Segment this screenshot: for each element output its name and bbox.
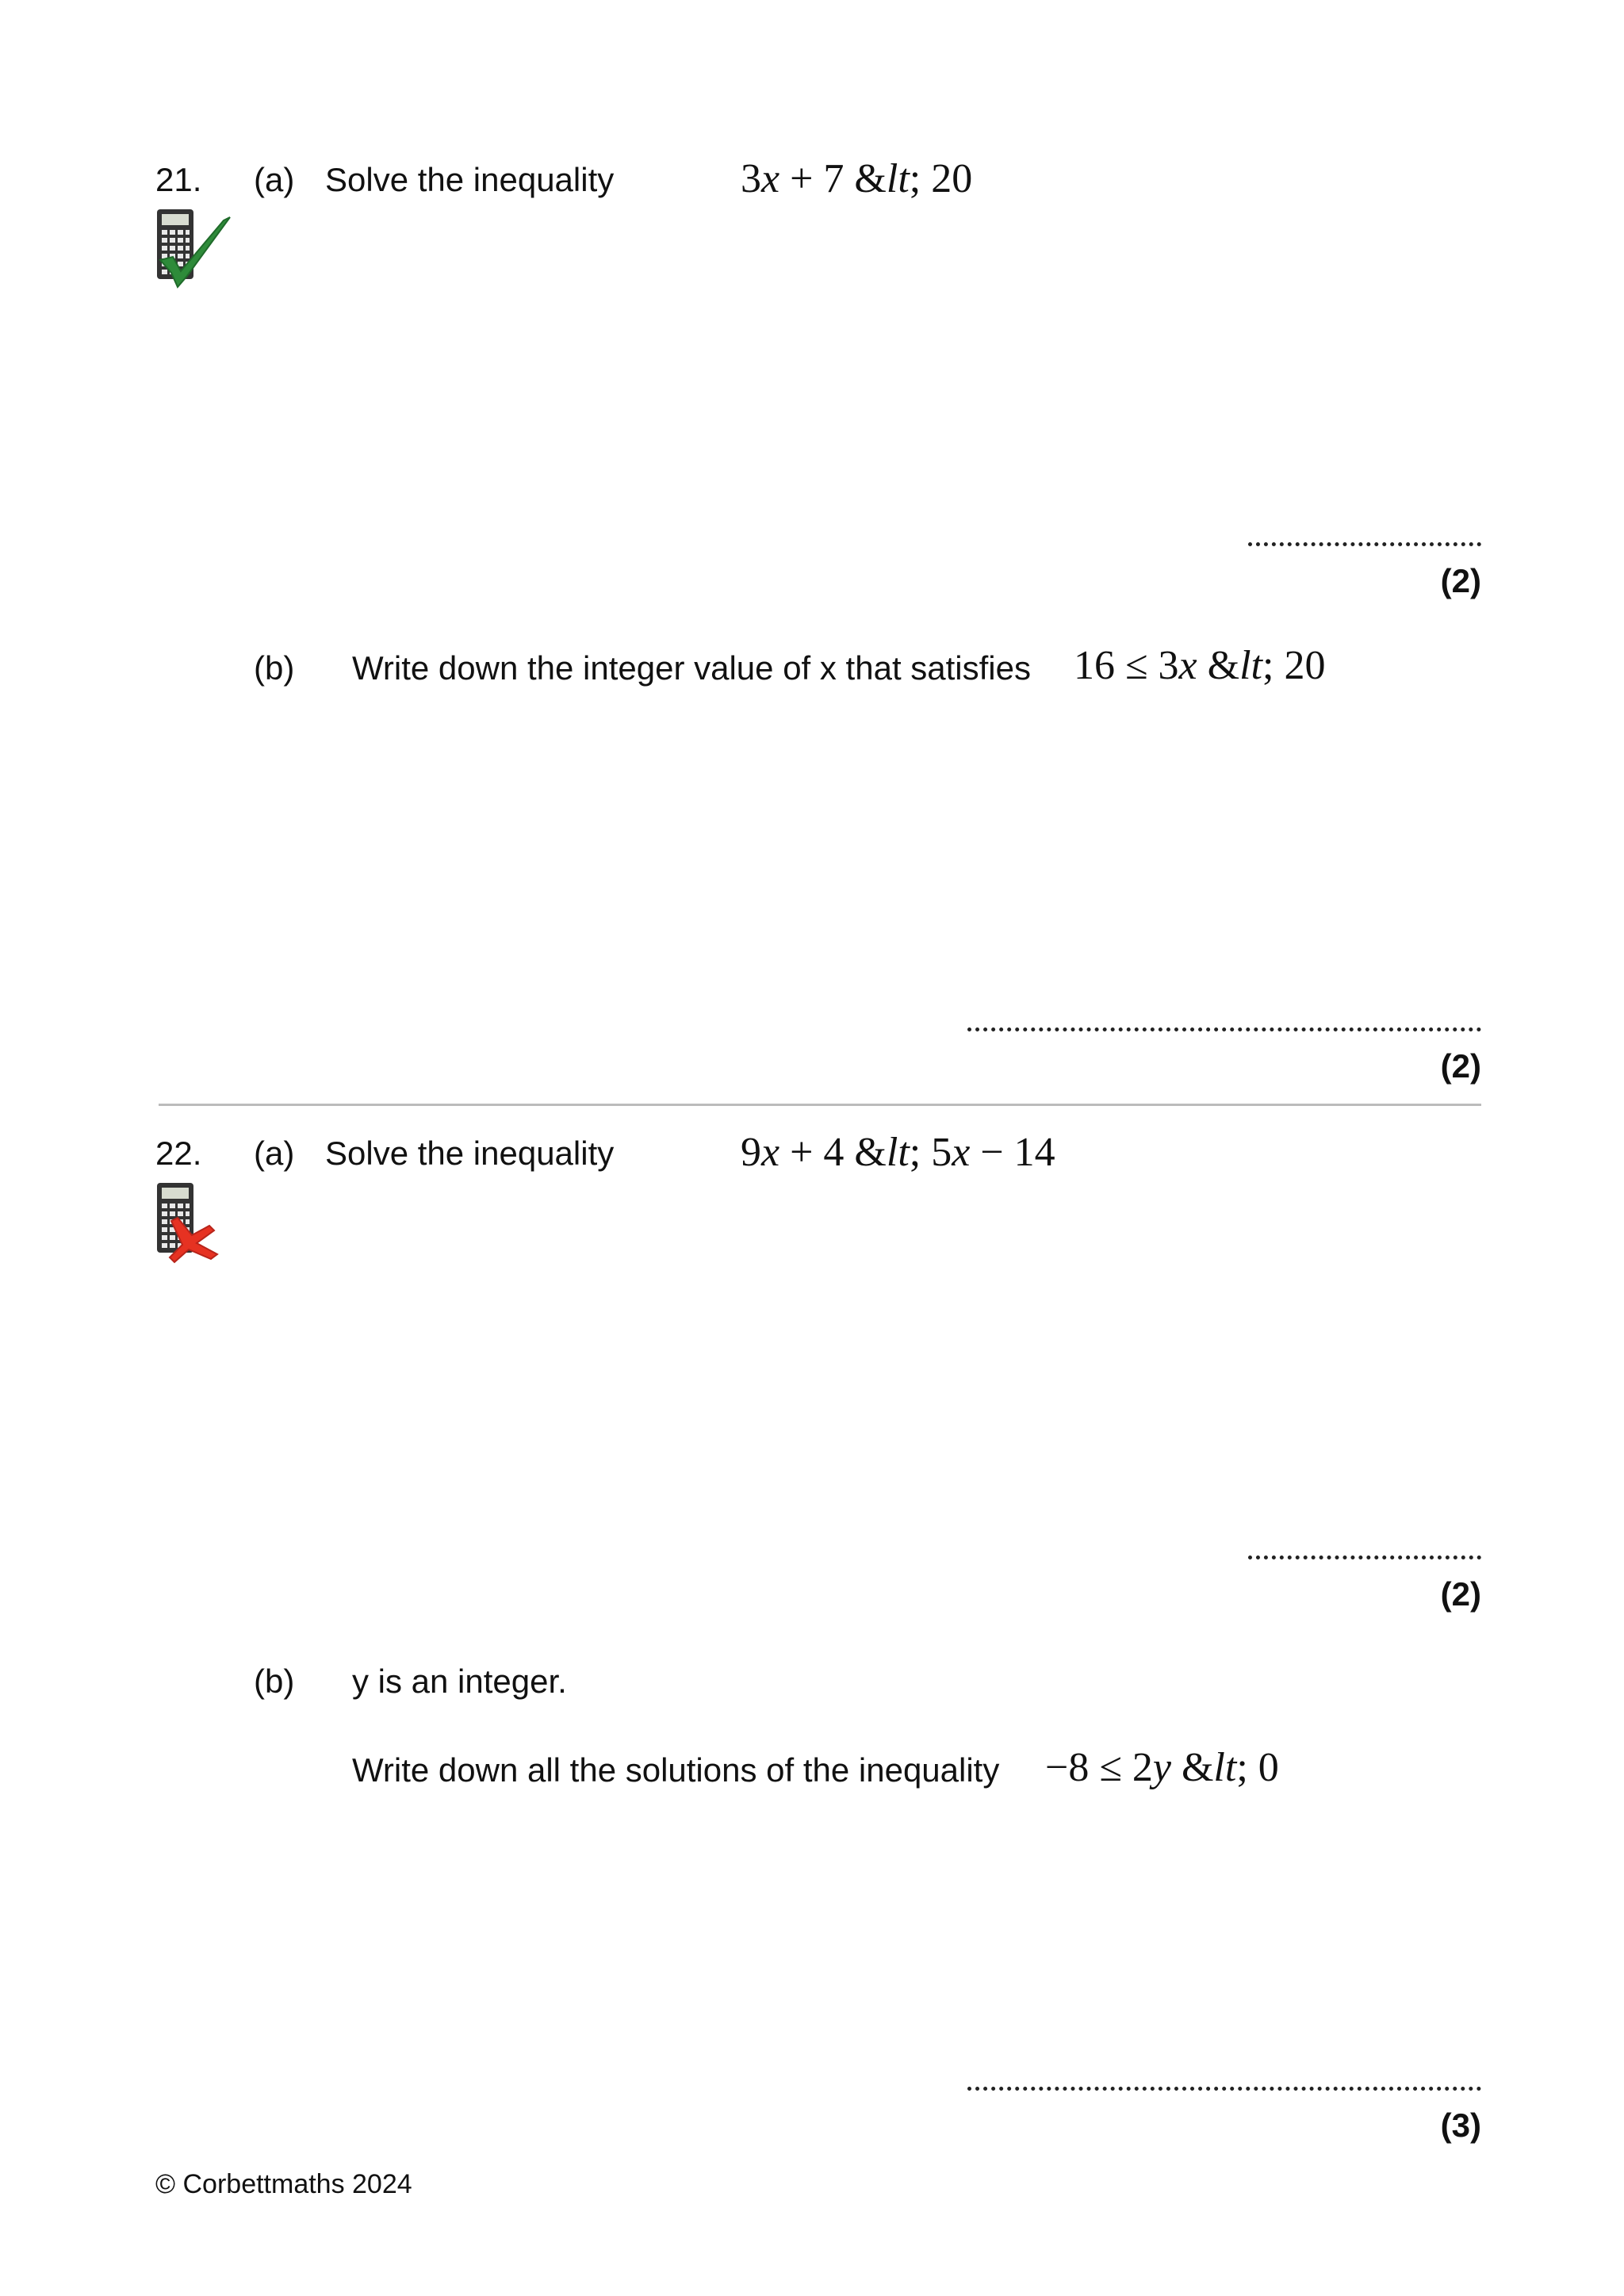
q22-part-a-label: (a)	[254, 1135, 295, 1172]
q21-part-a-marks: (2)	[1440, 562, 1481, 599]
q21-part-b-prompt: Write down the integer value of x that satisfies	[352, 649, 1031, 687]
q21-part-b-answer-line[interactable]	[967, 1027, 1481, 1031]
question-divider	[159, 1104, 1481, 1106]
q21-part-b-marks: (2)	[1440, 1047, 1481, 1085]
q22-part-b-prompt: Write down all the solutions of the inequality	[352, 1751, 1000, 1789]
q21-part-b-label: (b)	[254, 649, 295, 687]
question-number-21: 21.	[155, 161, 202, 198]
q21-part-a-expression: 3x + 7 &lt; 20	[741, 156, 973, 201]
q21-part-b-expression: 16 ≤ 3x &lt; 20	[1074, 643, 1326, 688]
q21-part-a-prompt: Solve the inequality	[325, 161, 615, 198]
calculator-not-allowed-icon	[154, 1181, 233, 1264]
q21-part-a-answer-line[interactable]	[1248, 542, 1481, 546]
q22-part-b-answer-line[interactable]	[967, 2087, 1481, 2091]
calculator-allowed-icon	[154, 208, 233, 290]
q22-part-a-prompt: Solve the inequality	[325, 1135, 615, 1172]
q22-part-b-intro: y is an integer.	[352, 1663, 567, 1700]
question-number-22: 22.	[155, 1135, 202, 1172]
q22-part-a-expression: 9x + 4 &lt; 5x − 14	[741, 1130, 1055, 1175]
q22-part-a-answer-line[interactable]	[1248, 1556, 1481, 1559]
footer-copyright: © Corbettmaths 2024	[155, 2169, 412, 2199]
q22-part-b-expression: −8 ≤ 2y &lt; 0	[1045, 1745, 1279, 1790]
q22-part-a-marks: (2)	[1440, 1575, 1481, 1613]
q22-part-b-label: (b)	[254, 1663, 295, 1700]
q22-part-b-marks: (3)	[1440, 2107, 1481, 2144]
q21-part-a-label: (a)	[254, 161, 295, 198]
